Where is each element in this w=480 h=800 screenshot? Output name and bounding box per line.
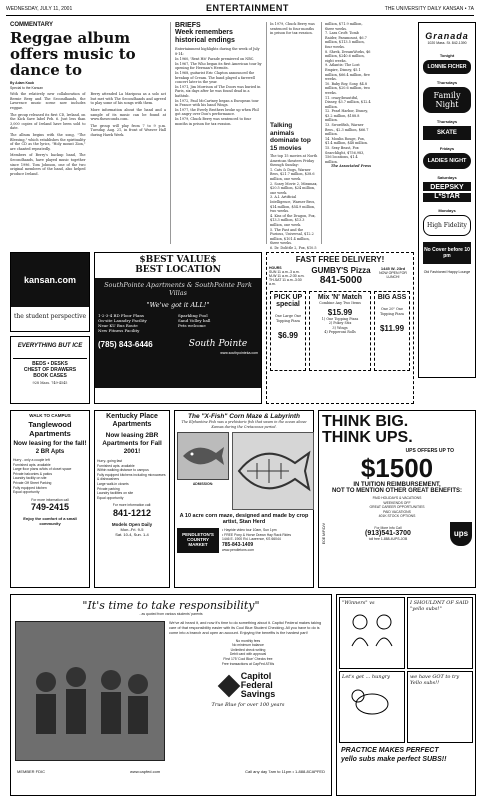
issue-date: WEDNESDAY, JULY 11, 2001 xyxy=(6,6,73,12)
perk-item: 401K STOCK OPTIONS xyxy=(378,514,416,519)
movie-item: 6. Dr. Dolittle 2, Fox, $10.5 xyxy=(270,245,317,250)
corn-maze-ad[interactable] xyxy=(174,410,314,588)
capfed-tagline: True Blue for over 100 years xyxy=(211,702,285,709)
comic-panel-2 xyxy=(407,597,473,669)
tanglewood-tag: Enjoy the comfort of a small community xyxy=(23,516,77,527)
granada-lounge: Old Fashioned Happy Lounge xyxy=(423,270,471,274)
granada-logo: Granada xyxy=(425,31,469,41)
granada-ad[interactable] xyxy=(418,22,476,378)
feature-item: Laundry facility on site xyxy=(13,476,47,481)
movie-item: 7. Lara Croft: Tomb Raider, Paramount, $6.7 million, $113.5 million, four weeks. xyxy=(325,31,367,49)
feature-item: Equal opportunity xyxy=(13,490,40,495)
movie-item: 13. Swordfish, Warner Bros., $2.3 million, $66.7 million. xyxy=(325,123,369,137)
gumbys-hours xyxy=(267,266,309,286)
granada-day: Mondays xyxy=(438,208,456,213)
movie-item: 10. Baby Boy, Sony, $4.8 million, $20.6 million, two weeks. xyxy=(325,81,370,95)
feature-item: 1-2-3-4 BD Floor Plans xyxy=(98,313,144,318)
comic-caption: we have GOT to try Yello subs!! xyxy=(410,674,460,686)
brief-item: In 1977, the Everly Brothers broke up when Phil got angry over Don's performance. xyxy=(175,107,259,117)
kansan-ad[interactable] xyxy=(10,252,90,332)
kentucky-place-ad[interactable] xyxy=(94,410,170,588)
granada-cover: No Cover before 10 pm xyxy=(423,242,471,264)
gumbys-lunch: NOW OPEN FOR LUNCH! xyxy=(379,271,407,279)
everything-but-ice-ad[interactable] xyxy=(10,336,90,404)
ups-offer: UPS OFFERS UP TO xyxy=(405,448,454,454)
kentucky-hours: Mon.-Fri. 9-5 xyxy=(120,526,144,532)
cartoon-people-icon xyxy=(342,606,402,656)
commentary-p5: Berry attended La Mariposa as a solo act but met with The Secondhands and agreed to play some of his songs with them. xyxy=(90,92,166,106)
briefs-article xyxy=(170,22,262,244)
brief-item: In 1979, Chuck Berry was sentenced to four months in prison for tax evasion. xyxy=(175,116,252,126)
store-line: BOOK CASES xyxy=(33,373,67,379)
coupon-price: $15.99 xyxy=(327,307,353,317)
granada-day: Thursdays xyxy=(436,80,458,85)
students-photo xyxy=(15,621,165,761)
feature-item: Sparkling Pool xyxy=(178,313,208,318)
briefs-continued xyxy=(270,22,318,122)
perk-item: WEEKENDS OFF xyxy=(383,500,411,505)
store-line: BEDS • DESKS xyxy=(32,361,68,367)
kentucky-leasing: Now leasing 2BR Apartments for Fall 2001! xyxy=(102,432,162,455)
perk-item: PAID HOLIDAYS & VACATIONS xyxy=(372,496,422,500)
capfed-logo-icon xyxy=(217,674,240,697)
page-header xyxy=(6,2,474,16)
feature-item: New Fitness Facility xyxy=(98,328,140,333)
briefs-list xyxy=(175,57,262,126)
brief-item: In 1971, Jim Morrison of The Doors was buried in Paris, six days after he was found dead in a bathtub. xyxy=(175,84,261,98)
commentary-kicker: COMMENTARY xyxy=(10,22,53,28)
brief-item: In 1967, The Who began its first American tour by opening for Herman's Hermits. xyxy=(175,61,262,71)
ups-tollfree: toll free 1-888-4UPS-JOB xyxy=(368,537,408,542)
capfed-hours: Call any day 7am to 11pm • 1-888-8CAPFED xyxy=(245,768,325,774)
store-address: 928 Mass. 749-4545 xyxy=(32,381,68,385)
comic-caption: Let's get ... hungry xyxy=(342,674,391,680)
feature-item: Free transactions at CapFed ATMs xyxy=(221,661,275,666)
feature-item: Furnished apts. available xyxy=(97,463,135,468)
capfed-features xyxy=(169,639,327,667)
tanglewood-phone: 749-2415 xyxy=(30,502,70,513)
ups-phone: (913)541-3700 xyxy=(365,530,411,538)
brief-item: In 1968, guitarist Eric Clapton announced the breakup of Cream. The band played a farewell concert later in the year. xyxy=(175,70,255,85)
yello-subs-ad[interactable] xyxy=(336,594,476,796)
capfed-url[interactable]: www.capfed.com xyxy=(129,768,161,774)
coupon-body: Combine Any Two Items xyxy=(319,301,361,305)
feature-item: Fully equipped kitchens including microwaves & dishwashers xyxy=(97,472,166,482)
gumbys-bigass-coupon[interactable] xyxy=(374,291,410,371)
paper-name: THE UNIVERSITY DAILY KANSAN • 7A xyxy=(384,6,474,12)
gumbys-hours-line: TH-SAT 11 a.m.-3:30 a.m. xyxy=(269,278,302,286)
maze-admission: ADMISSION: xyxy=(192,482,214,487)
granada-act: L*STAR xyxy=(423,193,471,202)
store-line: CHEST OF DRAWERS xyxy=(23,367,77,373)
movie-item: 3. A.I. Artificial Intelligence, Warner Bros, $14 million, $54.9 million, two weeks. xyxy=(270,195,316,214)
coupon-item: 4) Pepperoni Rolls xyxy=(324,330,356,335)
briefs-headline: Week remembers historical endings xyxy=(175,29,235,44)
granada-act: DEEPSKY xyxy=(423,182,471,191)
ups-line2: THINK UPS. xyxy=(322,429,413,446)
movie-list-continued xyxy=(321,22,371,244)
briefs-kicker: BRIEFS xyxy=(175,22,201,29)
granada-day: Fridays xyxy=(439,146,455,151)
feature-item: No monthly fees xyxy=(235,638,261,643)
tanglewood-info: For more information call xyxy=(31,497,69,502)
capfed-body: We've all heard it, and now it's time to do something about it. Capitol Federal makes taking care of that responsibility easier with its Cool Blue Student Checking. All you have to do is come into a branch and open an account. Enjoying the benefits is the hardest part! xyxy=(169,620,322,635)
ups-perks xyxy=(322,496,472,519)
coupon-item: 3) Wings xyxy=(332,325,348,330)
feature-item: Private balconies & patios xyxy=(13,471,53,476)
brief-item: In 1972, Paul McCartney began a European tour in France with his band Wings. xyxy=(175,98,259,108)
ups-more: For More Info Call xyxy=(374,525,402,530)
maze-sub: The Elphantine Fish was a prehistoric fish that swam in the ocean above Kansas during the Cretaceous period. xyxy=(181,420,307,429)
cartoon-dog-icon xyxy=(342,680,402,720)
gumbys-hours-line: SUN 11 a.m.-3 a.m. xyxy=(269,270,300,274)
maze-map xyxy=(232,432,314,510)
ups-line1: THINK BIG. xyxy=(322,413,409,430)
tanglewood-features xyxy=(13,458,87,495)
talking-intro: The top 15 movies at North American theaters Friday through Sunday: xyxy=(270,154,318,168)
southpointe-script: "We've got it ALL!" xyxy=(146,301,210,309)
feature-item: On-site Laundry Facility xyxy=(98,318,147,323)
capfed-name: Capitol xyxy=(240,671,272,682)
feature-item: Sand Volley ball xyxy=(178,318,211,323)
gumbys-ad[interactable] xyxy=(266,252,414,404)
maze-icon xyxy=(233,433,313,509)
tanglewood-ad[interactable] xyxy=(10,410,90,588)
commentary-p3: The album begins with the song, "The Blessing," which establishes the spirituality of the CD as the lyrics, "Holy mount Zion," are chanted repeatedly. xyxy=(10,132,86,151)
pendleton-logo: PENDLETON'S COUNTRY MARKET xyxy=(177,528,219,552)
ups-logo: ups xyxy=(450,522,472,546)
comic-panel-1 xyxy=(339,597,405,669)
capfed-name: Savings xyxy=(240,689,276,700)
maze-free: • FREE Pony & Horse Drawn Hay Rack Rides xyxy=(222,532,292,537)
commentary-p7: The group will play from 7 to 9 p.m. Tuesday, Aug. 21, in front of Weaver Hall during Hawk Week. xyxy=(90,123,166,137)
kansan-url: kansan.com xyxy=(11,253,89,307)
store-name: EVERYTHING BUT ICE xyxy=(13,339,87,359)
southpointe-ad[interactable] xyxy=(94,252,262,404)
feature-item: Equal opportunity xyxy=(97,495,124,500)
maze-hayride: • Hayride video tour 10am, Sun 1pm xyxy=(222,528,277,533)
southpointe-logo: South Pointe xyxy=(188,339,248,349)
gumbys-logo: GUMBY'S Pizza xyxy=(311,266,371,275)
comic-panel-4 xyxy=(407,671,473,743)
commentary-byline: By Adam Kaub xyxy=(10,81,34,85)
movie-item: 14. Moulin Rouge, Fox, $1.4 million, $48 million. xyxy=(325,136,368,146)
comic-perfect: yello subs make perfect SUBS!! xyxy=(341,756,447,763)
movie-item: 4. Kiss of the Dragon, Fox, $13.3 million, $13.3 million, one week. xyxy=(270,213,316,227)
coupon-title: Mix 'N' Match xyxy=(317,294,363,301)
gumbys-pickup-coupon[interactable] xyxy=(270,291,306,371)
ups-benefits: NOT TO MENTION OTHER GREAT BENEFITS: xyxy=(331,488,463,494)
feature-item: Large floor plans w/lots of closet space xyxy=(13,467,72,472)
comic-practice: PRACTICE MAKES PERFECT xyxy=(341,747,439,754)
ups-eoe: EOE M/F/D/V xyxy=(322,523,326,545)
capfed-sub: - as quoted from various students' parents xyxy=(139,612,203,616)
briefs-intro: Entertainment highlights during the week of July 8-14: xyxy=(175,47,260,56)
commentary-p6: More information about the band and a sample of its music can be found at www.theseconds.com. xyxy=(90,107,166,122)
coupon-title: BIG ASS xyxy=(377,294,407,301)
feature-item: Hurry - only a couple left xyxy=(13,458,50,462)
kansan-tagline: the student perspective xyxy=(13,313,87,320)
coupon-body: One Large One Topping Pizza xyxy=(274,314,302,323)
commentary-headline: Reggae album offers music to dance to xyxy=(10,29,136,79)
ups-amount: $1500 xyxy=(360,453,434,483)
granada-act: Family Night xyxy=(423,87,471,113)
maze-url: www.pendletons.com xyxy=(222,547,255,552)
comic-panel-3 xyxy=(339,671,405,743)
kentucky-models: Models Open Daily xyxy=(111,521,153,527)
movie-item: 8. Shrek, DreamWorks, $6 million, $240.6 million, eight weeks. xyxy=(325,49,371,63)
ap-credit: The Associated Press xyxy=(330,164,371,169)
maze-phone: 785-843-1409 xyxy=(222,541,254,548)
southpointe-location: BEST LOCATION xyxy=(135,265,221,275)
movie-item: 1. Cats & Dogs, Warner Bros, $21.7 million, $38.6 million, one week. xyxy=(270,167,315,181)
tanglewood-units: 2 BR Apts xyxy=(35,449,65,455)
southpointe-names: SouthPointe Apartments & SouthPointe Park Villas xyxy=(104,281,252,297)
gumbys-hours-title: HOURS xyxy=(269,266,282,270)
kentucky-info: For more information call: xyxy=(112,503,152,508)
feature-item: No minimum balance xyxy=(232,643,264,648)
gumbys-phone: 841-5000 xyxy=(319,275,363,286)
capfed-member: MEMBER FDIC xyxy=(17,768,45,774)
gumbys-mixmatch-coupon[interactable] xyxy=(309,291,371,371)
coupon-price: $11.99 xyxy=(379,324,405,334)
granada-act: LADIES NIGHT xyxy=(423,153,471,169)
ups-ad[interactable] xyxy=(318,410,476,588)
brief-item: In 1979, Chuck Berry was sentenced to four months in prison for tax evasion. xyxy=(270,22,315,36)
southpointe-features-left xyxy=(98,313,178,333)
perk-item: GREAT CAREER OPPORTUNITIES xyxy=(369,505,425,510)
tanglewood-walk: WALK TO CAMPUS xyxy=(29,413,71,418)
ups-reimbursement: IN TUITION REIMBURSEMENT, xyxy=(353,482,441,488)
tanglewood-name: Tanglewood Apartments xyxy=(28,420,72,438)
comic-caption: I SHOULDNT OF SAID "yello subs!" xyxy=(410,600,469,612)
commentary-p2: The group released its first CD, Ireland, on the Kick Save label Feb. 6. Just less than 3,000 copies of Ireland have been sold to date. xyxy=(10,112,86,131)
gumbys-banner: FAST FREE DELIVERY! xyxy=(295,255,385,264)
coupon-item: 1) One Topping Pizza xyxy=(321,316,359,321)
commentary-p1: With the relatively new collaboration of Bernie Berg and The Secondhands, the Lawrence music scene now includes reggae. xyxy=(10,92,86,110)
kentucky-name: Kentucky Place Apartments xyxy=(106,413,158,428)
feature-item: Near KU Bus Route xyxy=(98,323,138,328)
coupon-price: $6.99 xyxy=(277,331,299,341)
movie-item: million, $71.9 million, three weeks. xyxy=(325,22,363,31)
commentary-credit: Special to the Kansan xyxy=(10,85,43,90)
fish-icon xyxy=(178,433,228,479)
capfed-name: Federal xyxy=(240,680,273,691)
talking-article xyxy=(266,22,318,250)
feature-item: Within walking distance to campus xyxy=(97,468,149,473)
movie-item: 12. Pearl Harbor, Disney, $3.2 million, $188.8 million. xyxy=(325,109,368,123)
kentucky-phone: 841-1212 xyxy=(112,507,152,518)
granada-act: High Fidelity xyxy=(423,215,471,236)
granada-act: SKATE xyxy=(423,126,471,140)
maze-headline: The "X-Fish" Corn Maze & Labyrinth xyxy=(188,413,300,420)
section-title: ENTERTAINMENT xyxy=(206,3,289,13)
students-photo-icon xyxy=(16,622,164,760)
southpointe-url: www.southpointeka.com xyxy=(220,351,258,355)
maze-address: 1446 E. 1900 Rd. Lawrence, KS 66044 xyxy=(222,537,281,542)
feature-item: Unlimited check writing xyxy=(230,647,266,652)
perk-item: PAID VACATIONS xyxy=(383,509,411,514)
movie-item: 15. Sexy Beast, Fox Searchlight, $756,983, 156 locations, $1.4 million. xyxy=(325,146,365,164)
coupon-title: PICK UP special xyxy=(273,294,303,308)
movie-item: 2. Scary Movie 2, Miramax, $20.5 million, $24 million, one week. xyxy=(270,181,318,195)
movie-item: 9. Atlantis: The Lost Empire, Disney, $5.1 million, $66.4 million, five weeks. xyxy=(325,63,370,82)
kentucky-features xyxy=(97,459,167,500)
granada-day: Saturdays xyxy=(437,175,457,180)
granada-act: LONNIE FICHER xyxy=(423,60,471,74)
southpointe-phone: (785) 843-6446 xyxy=(98,339,153,349)
gumbys-hours-line: M-W 11 a.m.-2:30 a.m. xyxy=(269,274,305,278)
brief-item: In 1960, 'Rent Hit' Parade premiered on NBC. xyxy=(175,57,255,62)
feature-item: Laundry facilities on site xyxy=(97,491,134,496)
coupon-item: 2) Pokey Stix xyxy=(328,321,352,326)
talking-headline: Talking animals dominate top 15 movies xyxy=(270,122,311,152)
movie-item: 11. crazy/beautiful, Disney, $3.7 million, $12.4 million. xyxy=(325,95,371,109)
fish-photo xyxy=(177,432,229,480)
granada-day: Thursdays xyxy=(436,119,458,124)
feature-item: Fully equipped kitchen xyxy=(13,485,47,490)
feature-item: Private Off Street Parking xyxy=(13,480,52,485)
southpointe-slogan: $BEST VALUE$ xyxy=(139,255,217,265)
feature-item: First 175 'Cool Blue' Checks free xyxy=(223,656,273,661)
capfed-ad[interactable] xyxy=(10,594,332,796)
feature-item: Furnished apts. available xyxy=(13,462,51,467)
movie-item: 5. The Fast and the Furious, Universal, $12.2 million, $101.4 million, three weeks. xyxy=(270,227,314,246)
feature-item: Debit card with approval xyxy=(229,652,267,657)
feature-item: Hurry- going fast xyxy=(97,459,123,463)
feature-item: Large walk-in closets xyxy=(97,481,129,486)
tanglewood-leasing: Now leasing for the fall! xyxy=(13,440,87,447)
movie-list xyxy=(270,168,318,251)
granada-day: Tonight xyxy=(439,53,455,58)
comic-caption: "Winners" vs xyxy=(342,600,375,606)
maze-acres: A 10 acre corn maze, designed and made by crop artist, Stan Herd xyxy=(179,513,309,526)
commentary-article xyxy=(10,22,166,244)
granada-address: 1020 Mass. St. 842-1390 xyxy=(427,41,467,45)
feature-item: Private parking xyxy=(97,486,120,491)
gumbys-address: 1445 W. 23rd xyxy=(380,266,406,271)
southpointe-features-right xyxy=(178,313,258,333)
commentary-p4: Members of Berry's backup band, The Secondhands, have played music together since 1996. Tom Johnson, one of the two original members of the band, also helped produce Ireland. xyxy=(10,153,86,176)
capfed-quote: "It's time to take responsibility" xyxy=(82,599,260,612)
coupon-body: One 20" One Topping Pizza xyxy=(380,307,404,316)
feature-item: Pets welcome xyxy=(178,323,206,328)
kentucky-hours: Sat. 10-4, Sun. 1-4 xyxy=(115,531,149,537)
